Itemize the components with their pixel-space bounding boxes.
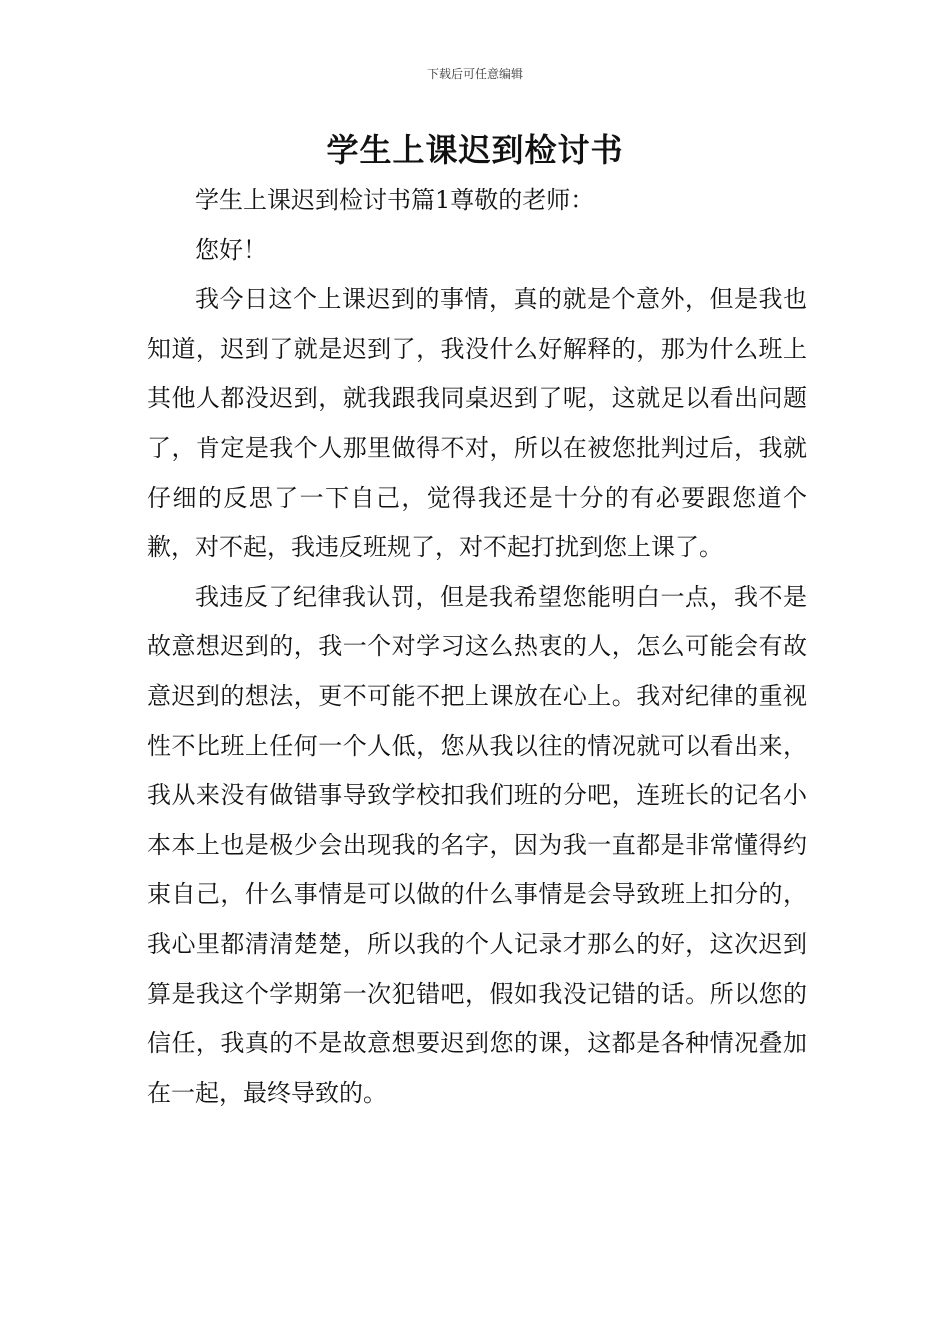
paragraph-greeting: 您好！ [195, 235, 267, 264]
header-note: 下载后可任意编辑 [426, 67, 523, 81]
document-body [147, 176, 807, 1118]
document-title: 学生上课迟到检讨书 [326, 131, 624, 169]
paragraph-intro: 学生上课迟到检讨书篇1尊敬的老师： [195, 186, 595, 214]
paragraph-1: 我今日这个上课迟到的事情，真的就是个意外，但是我也知道，迟到了就是迟到了，我没什么好解释的，那为什么班上其他人都没迟到，就我跟我同桌迟到了呢，这就足以看出问题了，肯定是我个人那里做得不对，所以在被您批判过后，我就仔细的反思了一下自己，觉得我还是十分的有必要跟您道个歉，对不起，我违反班规了，对不起打扰到您上课了。 [147, 285, 807, 562]
paragraph-2: 我违反了纪律我认罚，但是我希望您能明白一点，我不是故意想迟到的，我一个对学习这么热衷的人，怎么可能会有故意迟到的想法，更不可能不把上课放在心上。我对纪律的重视性不比班上任何一个人低，您从我以往的情况就可以看出来，我从来没有做错事导致学校扣我们班的分吧，连班长的记名小本本上也是极少会出现我的名字，因为我一直都是非常懂得约束自己，什么事情是可以做的什么事情是会导致班上扣分的，我心里都清清楚楚，所以我的个人记录才那么的好，这次迟到算是我这个学期第一次犯错吧，假如我没记错的话。所以您的信任，我真的不是故意想要迟到您的课，这都是各种情况叠加在一起，最终导致的。 [147, 582, 807, 1107]
